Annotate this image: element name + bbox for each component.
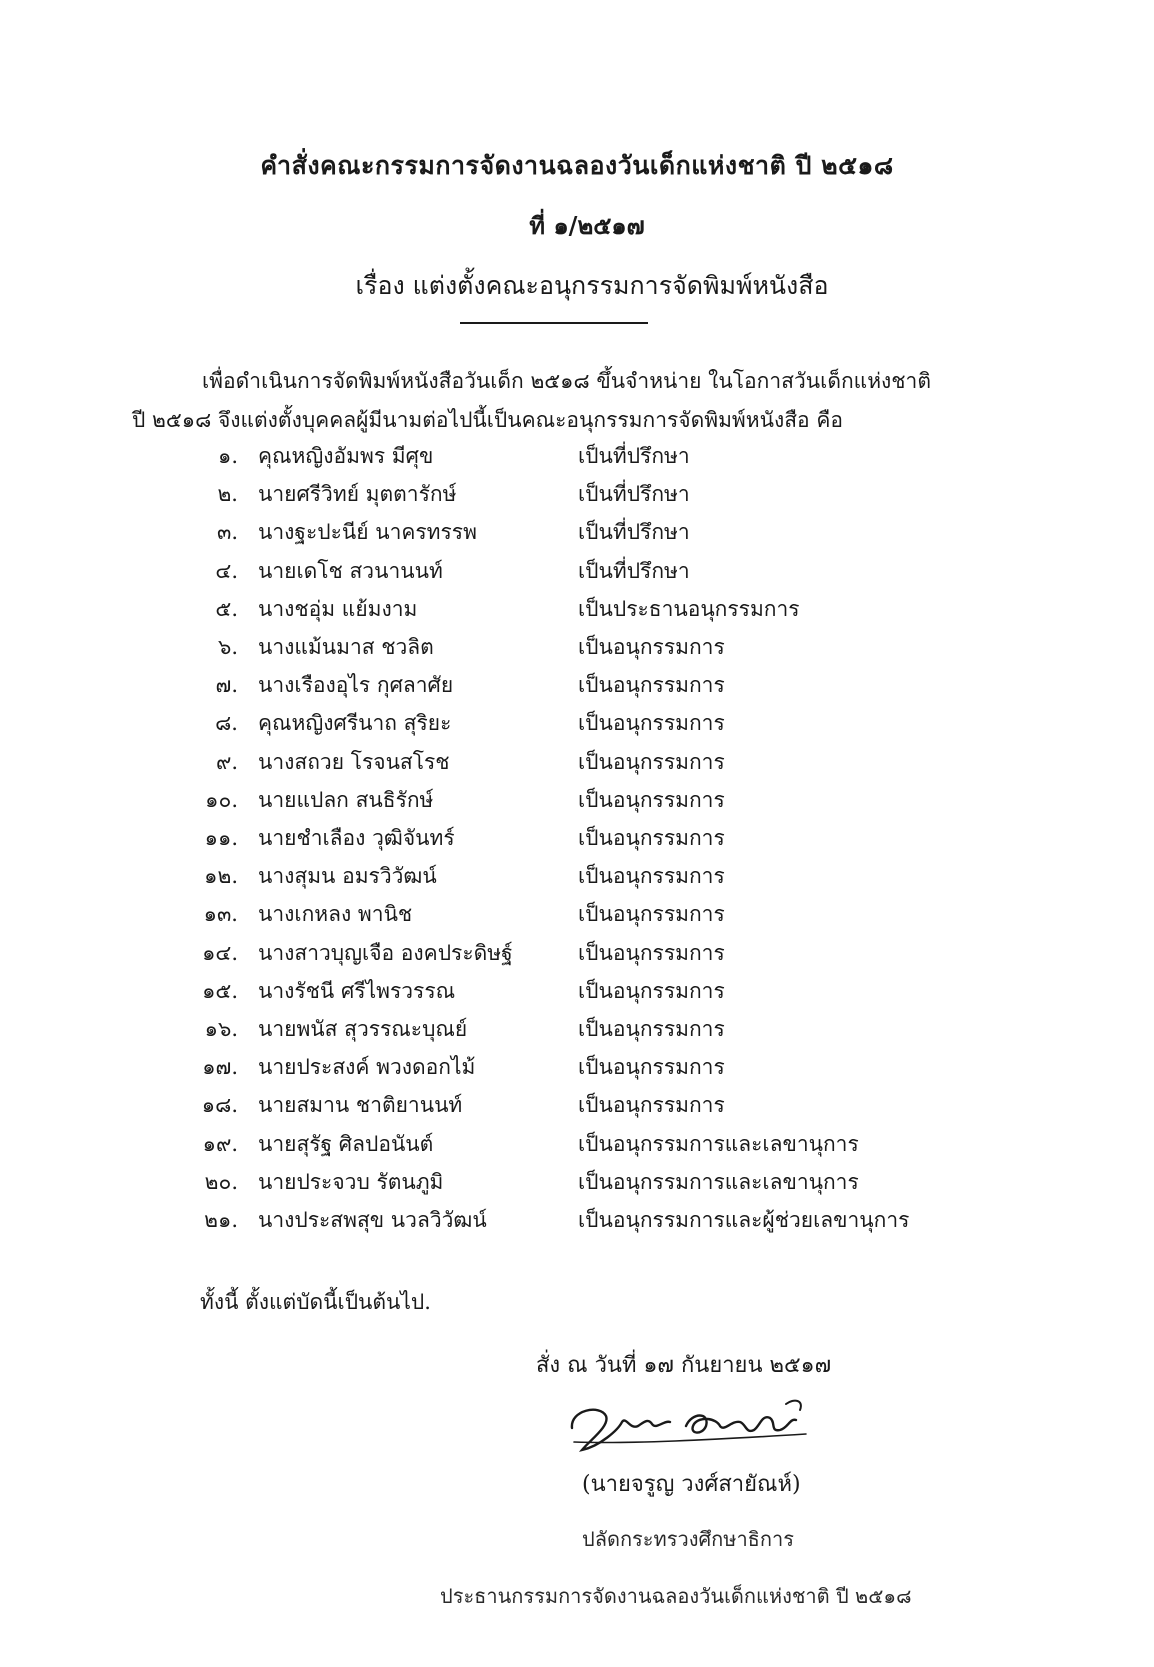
member-number: ๑๑. — [204, 826, 238, 850]
member-number: ๖. — [217, 635, 238, 659]
member-row — [0, 746, 1154, 786]
member-number: ๔. — [215, 558, 238, 583]
member-role: เป็นอนุกรรมการ — [578, 940, 725, 965]
member-role: เป็นอนุกรรมการ — [578, 635, 725, 659]
member-role: เป็นอนุกรรมการและเลขานุการ — [578, 1169, 859, 1194]
member-name: นายประสงค์ พวงดอกไม้ — [258, 1055, 476, 1080]
intro-paragraph-line-1: เพื่อดำเนินการจัดพิมพ์หนังสือวันเด็ก ๒๕๑๘ ขึ้นจำหน่าย ในโอกาสวันเด็กแห่งชาติ — [202, 369, 931, 393]
member-number: ๑๒. — [204, 864, 238, 889]
member-role: เป็นที่ปรึกษา — [578, 482, 690, 507]
member-name: นางสาวบุญเจือ องคประดิษฐ์ — [258, 940, 513, 965]
member-row — [0, 440, 1154, 480]
member-row — [0, 784, 1154, 824]
member-number: ๑๙. — [202, 1131, 238, 1156]
member-row — [0, 669, 1154, 709]
member-role: เป็นที่ปรึกษา — [578, 444, 690, 468]
member-number: ๙. — [215, 749, 238, 774]
member-row — [0, 1128, 1154, 1168]
member-name: นางสุมน อมรวิวัฒน์ — [258, 864, 437, 889]
member-role: เป็นที่ปรึกษา — [578, 558, 690, 583]
member-role: เป็นอนุกรรมการและเลขานุการ — [578, 1131, 859, 1156]
member-role: เป็นอนุกรรมการ — [578, 787, 725, 812]
member-number: ๑. — [217, 444, 238, 468]
member-name: นายแปลก สนธิรักษ์ — [258, 787, 434, 812]
member-row — [0, 593, 1154, 633]
order-date: สั่ง ณ วันที่ ๑๗ กันยายน ๒๕๑๗ — [536, 1353, 832, 1378]
member-row — [0, 631, 1154, 671]
member-name: นายสุรัฐ ศิลปอนันต์ — [258, 1131, 434, 1156]
member-role: เป็นอนุกรรมการ — [578, 902, 725, 927]
member-role: เป็นอนุกรรมการ — [578, 864, 725, 889]
member-name: นางรัชนี ศรีไพรวรรณ — [258, 978, 456, 1003]
member-row — [0, 898, 1154, 938]
member-name: นางฐะปะนีย์ นาครทรรพ — [258, 520, 477, 545]
member-name: นางชอุ่ม แย้มงาม — [258, 596, 418, 621]
member-number: ๑๐. — [205, 787, 238, 812]
member-row — [0, 478, 1154, 518]
member-number: ๑๕. — [202, 978, 238, 1003]
member-name: นางแม้นมาส ชวลิต — [258, 635, 434, 659]
chairman-title: ประธานกรรมการจัดงานฉลองวันเด็กแห่งชาติ ปี ๒๕๑๘ — [440, 1584, 912, 1608]
member-role: เป็นอนุกรรมการ — [578, 1017, 725, 1041]
order-subject: เรื่อง แต่งตั้งคณะอนุกรรมการจัดพิมพ์หนังสือ — [355, 271, 829, 300]
member-row — [0, 1166, 1154, 1206]
member-role: เป็นอนุกรรมการ — [578, 826, 725, 850]
member-role: เป็นอนุกรรมการและผู้ช่วยเลขานุการ — [578, 1208, 910, 1232]
member-row — [0, 707, 1154, 747]
member-row — [0, 1013, 1154, 1053]
member-role: เป็นอนุกรรมการ — [578, 1055, 725, 1080]
member-name: นางประสพสุข นวลวิวัฒน์ — [258, 1208, 487, 1232]
member-name: นางเรืองอุไร กุศลาศัย — [258, 673, 454, 698]
member-role: เป็นอนุกรรมการ — [578, 711, 725, 736]
member-name: นายสมาน ชาติยานนท์ — [258, 1093, 463, 1118]
member-name: นายเดโช สวนานนท์ — [258, 558, 443, 583]
member-name: นายประจวบ รัตนภูมิ — [258, 1169, 444, 1194]
member-name: นางเกหลง พานิช — [258, 902, 413, 927]
member-row — [0, 1051, 1154, 1091]
member-role: เป็นอนุกรรมการ — [578, 978, 725, 1003]
member-number: ๒๑. — [204, 1208, 238, 1232]
member-row — [0, 516, 1154, 556]
member-name: นายชำเลือง วุฒิจันทร์ — [258, 826, 455, 850]
member-number: ๘. — [215, 711, 238, 736]
signer-position: ปลัดกระทรวงศึกษาธิการ — [582, 1527, 794, 1551]
member-role: เป็นอนุกรรมการ — [578, 1093, 725, 1118]
member-number: ๓. — [216, 520, 238, 545]
member-row — [0, 1204, 1154, 1244]
order-number: ที่ ๑/๒๕๑๗ — [529, 211, 645, 240]
member-number: ๑๖. — [204, 1017, 238, 1041]
member-number: ๑๗. — [202, 1055, 238, 1080]
header-divider — [460, 322, 648, 324]
member-number: ๑๔. — [202, 940, 238, 965]
member-number: ๒๐. — [204, 1169, 238, 1194]
member-row — [0, 860, 1154, 900]
member-name: คุณหญิงอัมพร มีศุข — [258, 444, 434, 468]
member-role: เป็นประธานอนุกรรมการ — [578, 596, 800, 621]
member-name: นายพนัส สุวรรณะบุณย์ — [258, 1017, 468, 1041]
member-name: นายศรีวิทย์ มุตตารักษ์ — [258, 482, 457, 507]
member-name: นางสถวย โรจนสโรช — [258, 749, 450, 774]
member-row — [0, 1089, 1154, 1129]
member-number: ๒. — [217, 482, 238, 507]
member-number: ๑๓. — [203, 902, 238, 927]
signer-name: (นายจรูญ วงศ์สายัณห์) — [582, 1472, 801, 1497]
member-role: เป็นที่ปรึกษา — [578, 520, 690, 545]
member-row — [0, 975, 1154, 1015]
member-row — [0, 937, 1154, 977]
member-number: ๗. — [215, 673, 238, 698]
closing-statement: ทั้งนี้ ตั้งแต่บัดนี้เป็นต้นไป. — [200, 1290, 431, 1314]
member-row — [0, 822, 1154, 862]
intro-paragraph-line-2: ปี ๒๕๑๘ จึงแต่งตั้งบุคคลผู้มีนามต่อไปนี้เป็นคณะอนุกรรมการจัดพิมพ์หนังสือ คือ — [132, 408, 843, 432]
member-role: เป็นอนุกรรมการ — [578, 749, 725, 774]
member-name: คุณหญิงศรีนาถ สุริยะ — [258, 711, 452, 736]
member-number: ๑๘. — [201, 1093, 238, 1118]
handwritten-signature — [560, 1390, 820, 1460]
member-role: เป็นอนุกรรมการ — [578, 673, 725, 698]
order-title: คำสั่งคณะกรรมการจัดงานฉลองวันเด็กแห่งชาติ ปี ๒๕๑๘ — [260, 151, 894, 180]
member-row — [0, 555, 1154, 595]
member-number: ๕. — [215, 596, 238, 621]
